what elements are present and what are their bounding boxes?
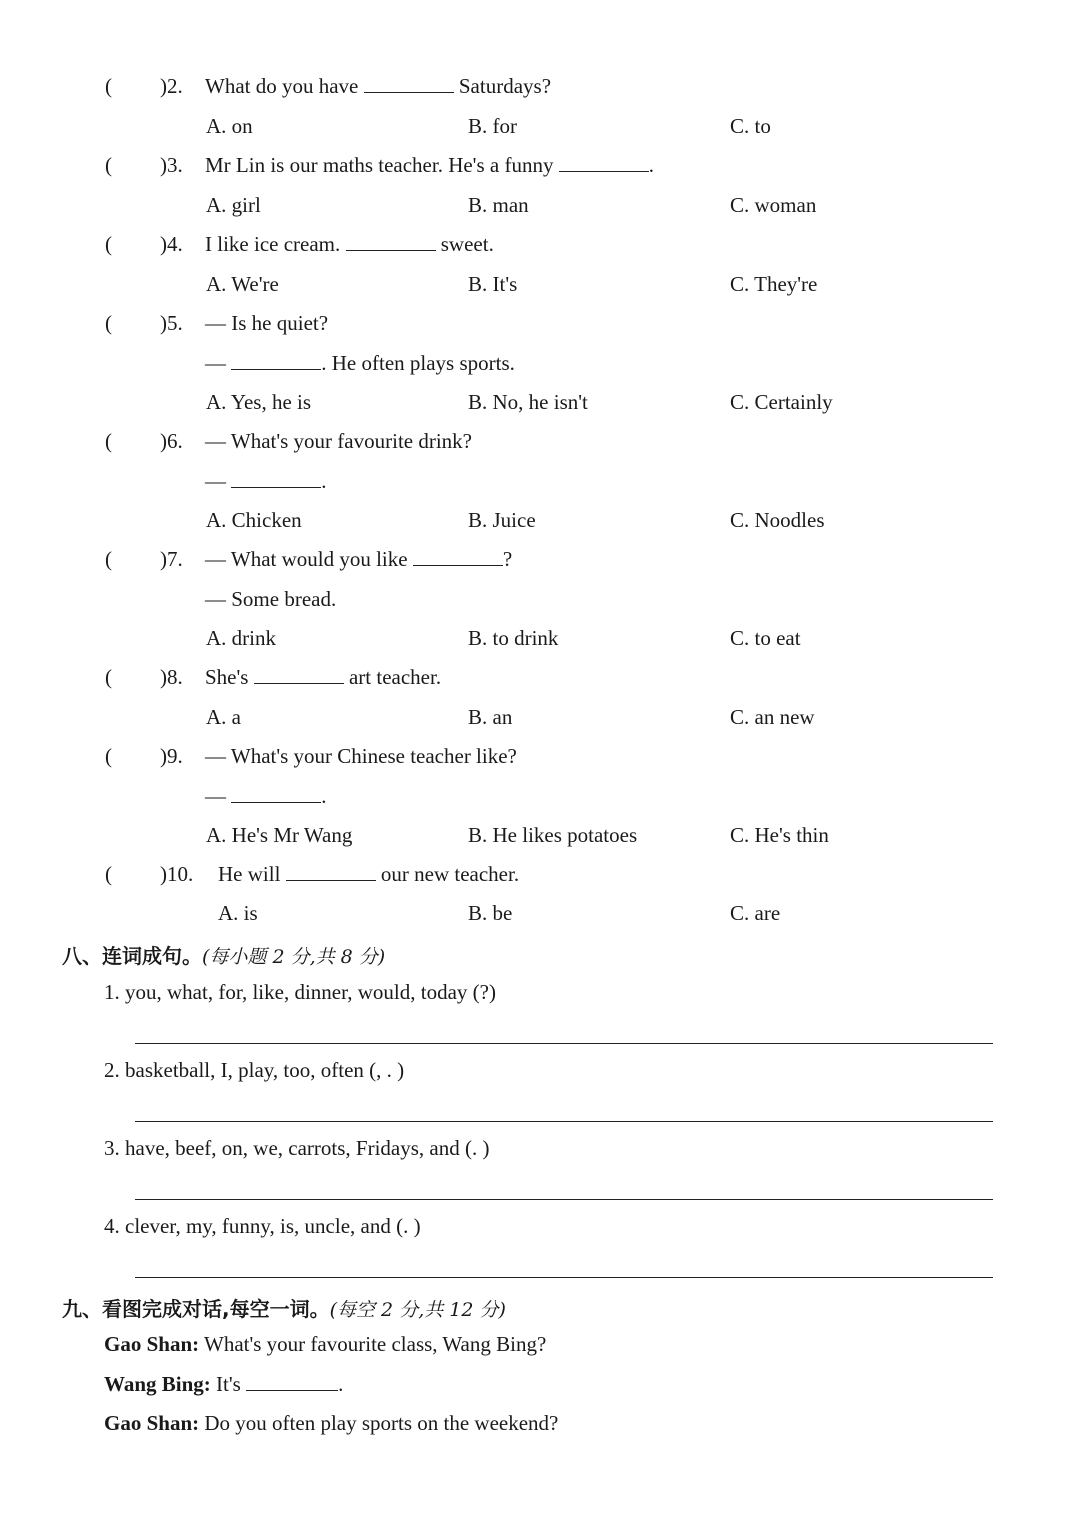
question-number: )5. (160, 311, 183, 335)
answer-blank[interactable] (246, 1372, 338, 1391)
dialogue-text: It's (216, 1372, 241, 1396)
question-9 (0, 744, 1080, 774)
answer-paren[interactable]: ( (105, 665, 112, 689)
options-10 (0, 901, 1080, 931)
section-8-heading (62, 940, 385, 969)
answer-blank[interactable] (254, 665, 344, 684)
answer-blank[interactable] (286, 862, 376, 881)
option-a: A. We're (206, 272, 279, 296)
option-b: B. No, he isn't (468, 390, 588, 414)
option-c: C. to (730, 114, 771, 138)
answer-line-3[interactable] (135, 1199, 993, 1200)
question-number: )8. (160, 665, 183, 689)
dialogue-text: What's your favourite class, Wang Bing? (204, 1332, 547, 1356)
question-8 (0, 665, 1080, 695)
speaker-name: Gao Shan: (104, 1411, 200, 1435)
question-2 (0, 74, 1080, 104)
speaker-name: Gao Shan: (104, 1332, 200, 1356)
options-9 (0, 823, 1080, 853)
question-stem: Mr Lin is our maths teacher. He's a funny . (205, 153, 654, 177)
section-score-note: (每小题 2 分,共 8 分) (202, 946, 386, 968)
answer-paren[interactable]: ( (105, 153, 112, 177)
answer-paren[interactable]: ( (105, 547, 112, 571)
sentence-item-4: 4. clever, my, funny, is, uncle, and (. ) (104, 1214, 421, 1238)
answer-paren[interactable]: ( (105, 429, 112, 453)
question-number: )7. (160, 547, 183, 571)
answer-blank[interactable] (364, 74, 454, 93)
answer-paren[interactable]: ( (105, 744, 112, 768)
dialogue-line-1 (104, 1332, 546, 1356)
option-c: C. They're (730, 272, 818, 296)
reply-6 (0, 469, 1080, 499)
option-c: C. Certainly (730, 390, 833, 414)
question-stem: — What's your Chinese teacher like? (205, 744, 517, 768)
reply-9 (0, 784, 1080, 814)
answer-blank[interactable] (231, 469, 321, 488)
answer-paren[interactable]: ( (105, 311, 112, 335)
question-4 (0, 232, 1080, 262)
dialogue-text: Do you often play sports on the weekend? (204, 1411, 559, 1435)
section-score-note: (每空 2 分,共 12 分) (329, 1299, 506, 1321)
option-b: B. Juice (468, 508, 536, 532)
question-number: )6. (160, 429, 183, 453)
dialogue-punct: . (338, 1372, 344, 1396)
answer-blank[interactable] (413, 547, 503, 566)
options-4 (0, 272, 1080, 302)
answer-line-1[interactable] (135, 1043, 993, 1044)
answer-paren[interactable]: ( (105, 232, 112, 256)
option-c: C. are (730, 901, 781, 925)
question-7 (0, 547, 1080, 577)
question-stem: — Is he quiet? (205, 311, 329, 335)
question-number: )10. (160, 862, 194, 886)
reply-7 (0, 587, 1080, 617)
answer-blank[interactable] (231, 351, 321, 370)
question-10 (0, 862, 1080, 892)
options-6 (0, 508, 1080, 538)
answer-paren[interactable]: ( (105, 862, 112, 886)
reply-line: — . He often plays sports. (205, 351, 515, 375)
question-stem: I like ice cream. sweet. (205, 232, 494, 256)
options-7 (0, 626, 1080, 656)
option-b: B. an (468, 705, 513, 729)
sentence-item-3: 3. have, beef, on, we, carrots, Fridays, and (. ) (104, 1136, 490, 1160)
question-3 (0, 153, 1080, 183)
answer-line-4[interactable] (135, 1277, 993, 1278)
option-c: C. Noodles (730, 508, 825, 532)
question-stem: What do you have Saturdays? (205, 74, 552, 98)
dialogue-line-2 (104, 1372, 343, 1396)
answer-blank[interactable] (346, 232, 436, 251)
question-number: )2. (160, 74, 183, 98)
sentence-item-1: 1. you, what, for, like, dinner, would, today (?) (104, 980, 496, 1004)
section-9-heading (62, 1293, 506, 1322)
option-a: A. on (206, 114, 253, 138)
option-b: B. be (468, 901, 513, 925)
reply-5 (0, 351, 1080, 381)
option-c: C. an new (730, 705, 815, 729)
question-stem: She's art teacher. (205, 665, 442, 689)
options-3 (0, 193, 1080, 223)
options-8 (0, 705, 1080, 735)
sentence-item-2: 2. basketball, I, play, too, often (, . ) (104, 1058, 405, 1082)
question-6 (0, 429, 1080, 459)
option-a: A. He's Mr Wang (206, 823, 353, 847)
option-c: C. He's thin (730, 823, 829, 847)
dialogue-line-3 (104, 1411, 558, 1435)
option-b: B. to drink (468, 626, 559, 650)
question-5 (0, 311, 1080, 341)
question-number: )9. (160, 744, 183, 768)
question-stem: — What would you like ? (205, 547, 513, 571)
answer-paren[interactable]: ( (105, 74, 112, 98)
option-b: B. It's (468, 272, 518, 296)
option-a: A. girl (206, 193, 261, 217)
reply-line: — . (205, 469, 327, 493)
answer-blank[interactable] (231, 784, 321, 803)
reply-line: — Some bread. (205, 587, 337, 611)
option-a: A. Yes, he is (206, 390, 312, 414)
question-stem: — What's your favourite drink? (205, 429, 472, 453)
section-title: 八、连词成句。 (62, 944, 202, 968)
option-b: B. for (468, 114, 517, 138)
options-5 (0, 390, 1080, 420)
question-number: )3. (160, 153, 183, 177)
option-b: B. He likes potatoes (468, 823, 638, 847)
question-stem: He will our new teacher. (218, 862, 520, 886)
option-a: A. is (218, 901, 258, 925)
speaker-name: Wang Bing: (104, 1372, 211, 1396)
option-c: C. to eat (730, 626, 801, 650)
section-title: 九、看图完成对话,每空一词。 (62, 1297, 330, 1321)
answer-line-2[interactable] (135, 1121, 993, 1122)
option-a: A. Chicken (206, 508, 302, 532)
reply-line: — . (205, 784, 327, 808)
option-c: C. woman (730, 193, 817, 217)
options-2 (0, 114, 1080, 144)
option-a: A. drink (206, 626, 276, 650)
question-number: )4. (160, 232, 183, 256)
answer-blank[interactable] (559, 153, 649, 172)
option-a: A. a (206, 705, 241, 729)
option-b: B. man (468, 193, 529, 217)
